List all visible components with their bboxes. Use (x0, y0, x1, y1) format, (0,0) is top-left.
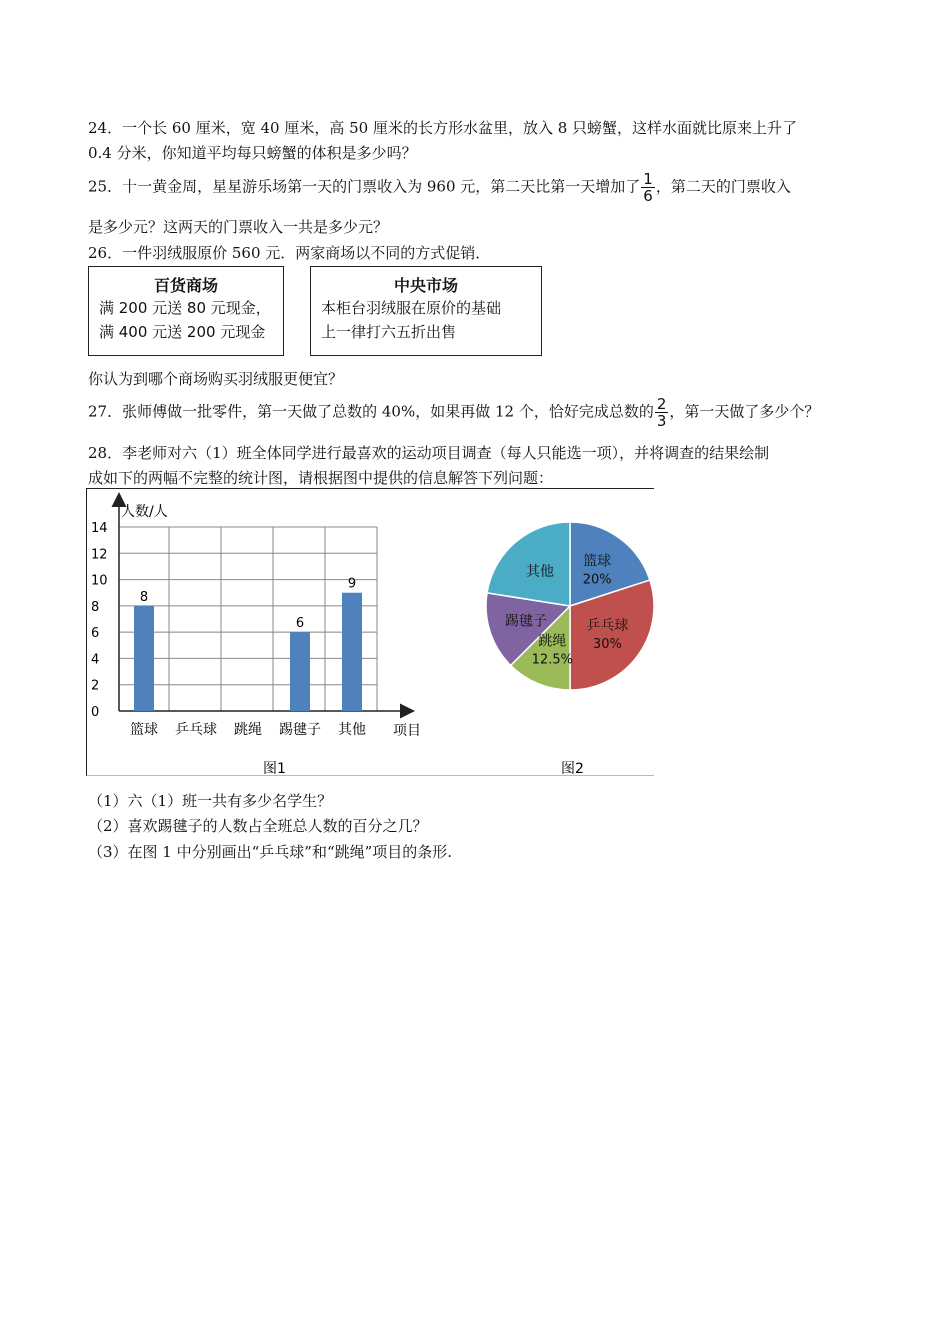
y-tick-label: 8 (91, 599, 100, 615)
y-tick-label: 6 (91, 626, 100, 642)
q25-frac-denominator: 6 (643, 187, 653, 205)
x-axis-label: 项目 (393, 723, 421, 739)
pie-slice-label: 踢毽子 (505, 613, 548, 630)
y-tick-label: 12 (91, 547, 108, 563)
store-offer-line: 满 200 元送 80 元现金， (99, 299, 271, 317)
store-box-zhongyang (310, 266, 542, 356)
q28-sub1: （1）六（1）班一共有多少名学生？ (88, 792, 333, 810)
x-tick-label: 跳绳 (234, 722, 262, 738)
store-title: 中央市场 (393, 276, 458, 295)
x-tick-label: 其他 (338, 722, 366, 738)
x-tick-label: 篮球 (130, 722, 158, 738)
pie-slice-percent: 20% (582, 572, 612, 588)
pie-slice-percent: 30% (592, 637, 622, 653)
q28-line1: 28．李老师对六（1）班全体同学进行最喜欢的运动项目调查（每人只能选一项），并将调查的结果绘制 (88, 444, 770, 462)
q27-fraction (655, 396, 669, 429)
q27-frac-denominator: 3 (656, 412, 667, 430)
q27-text-part2: ，第一天做了多少个？ (669, 402, 820, 421)
q26-line1: 26．一件羽绒服原价 560 元．两家商场以不同的方式促销． (88, 244, 491, 262)
x-tick-label: 踢毽子 (279, 722, 321, 738)
bar (290, 632, 310, 711)
q27-line (88, 396, 819, 429)
q27-frac-numerator: 2 (656, 395, 667, 413)
q28-line2: 成如下的两幅不完整的统计图，请根据图中提供的信息解答下列问题： (88, 469, 554, 487)
figure-panel (86, 488, 654, 776)
bar-value-label: 6 (295, 616, 305, 632)
q25-text-part1: 25．十一黄金周，星星游乐场第一天的门票收入为 960 元，第二天比第一天增加了 (88, 177, 641, 196)
q28-sub2: （2）喜欢踢毽子的人数占全班总人数的百分之几？ (88, 817, 428, 835)
store-title: 百货商场 (153, 276, 218, 295)
bar (134, 606, 154, 711)
q25-frac-numerator: 1 (643, 170, 653, 188)
store-box-baihuo (88, 266, 284, 356)
y-tick-label: 14 (91, 521, 108, 536)
x-tick-label: 乒乓球 (175, 722, 217, 738)
bar-value-label: 8 (139, 589, 149, 605)
q26-question: 你认为到哪个商场购买羽绒服更便宜？ (88, 370, 344, 388)
q24-line1: 24．一个长 60 厘米，宽 40 厘米，高 50 厘米的长方形水盆里，放入 8 只螃蟹，这样水面就比原来上升了 (88, 119, 798, 137)
bar-marks (130, 577, 366, 738)
y-axis-label: 人数/人 (121, 504, 168, 520)
bar (342, 593, 362, 711)
pie-slice-label: 其他 (525, 563, 554, 580)
pie-slice-percent: 12.5% (531, 652, 573, 668)
y-tick-label: 2 (91, 678, 100, 694)
figure2-caption: 图2 (561, 761, 584, 775)
q25-line2: 是多少元？这两天的门票收入一共是多少元？ (88, 218, 389, 236)
figures-svg (87, 489, 654, 775)
q24-line2: 0.4 分米，你知道平均每只螃蟹的体积是多少吗？ (88, 144, 417, 162)
y-tick-label: 0 (91, 705, 100, 720)
q25-text-part2: ，第二天的门票收入 (655, 177, 791, 196)
y-tick-label: 4 (91, 652, 100, 668)
q25-line1 (88, 171, 791, 204)
figure1-caption: 图1 (263, 761, 286, 775)
pie-slice-label: 跳绳 (538, 633, 567, 650)
y-tick-label: 10 (91, 573, 108, 589)
q27-text-part1: 27．张师傅做一批零件，第一天做了总数的 40%，如果再做 12 个，恰好完成总数的 (88, 402, 654, 421)
bar-chart-grid (91, 521, 377, 720)
pie-marks (486, 522, 654, 690)
pie-slice-label: 乒乓球 (586, 618, 629, 635)
store-offer-line: 满 400 元送 200 元现金 (99, 323, 266, 341)
store-offer-line: 上一律打六五折出售 (321, 323, 457, 341)
store-offer-line: 本柜台羽绒服在原价的基础 (321, 299, 502, 317)
pie-slice-label: 篮球 (583, 553, 612, 570)
q25-fraction (641, 171, 655, 204)
q28-sub3: （3）在图 1 中分别画出“乒乓球”和“跳绳”项目的条形. (88, 843, 453, 861)
bar-value-label: 9 (347, 576, 357, 592)
